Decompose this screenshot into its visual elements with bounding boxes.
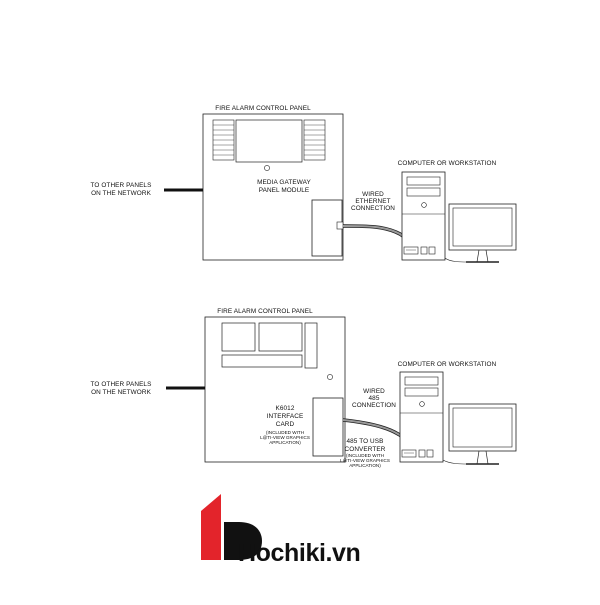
bottom-connection-label-line2: 485: [368, 395, 380, 402]
top-connection-label-line3: CONNECTION: [351, 205, 395, 212]
bottom-network-label-line1: TO OTHER PANELS: [90, 381, 152, 388]
bottom-card-note-line1: (INCLUDED WITH: [265, 430, 305, 435]
bottom-card-label-line3: CARD: [275, 421, 295, 428]
bottom-card-note-line2: L@TI-VIEW GRAPHICS: [260, 435, 310, 440]
bottom-k6012-interface-card: [313, 398, 343, 456]
top-connection-label-line1: WIRED: [362, 191, 384, 198]
bottom-computer-tower: [400, 372, 443, 462]
bottom-diagram: [91, 308, 516, 468]
bottom-card-note-line3: APPLICATION): [269, 440, 301, 445]
bottom-workstation-label: COMPUTER OR WORKSTATION: [397, 361, 497, 368]
hochiki-logo: [201, 494, 360, 567]
bottom-converter-note-line1: (INCLUDED WITH: [345, 453, 385, 458]
bottom-monitor: [449, 404, 516, 464]
top-network-label-line2: ON THE NETWORK: [91, 190, 151, 197]
bottom-converter-label-line2: CONVERTER: [344, 446, 386, 453]
bottom-monitor-cable: [443, 460, 468, 464]
top-module-label-line1: MEDIA GATEWAY: [257, 179, 311, 186]
bottom-card-label-line1: K6012: [275, 405, 295, 412]
top-diagram: [91, 105, 516, 262]
top-network-label-line1: TO OTHER PANELS: [90, 182, 152, 189]
top-ethernet-cable-outline: [343, 226, 409, 252]
top-computer-tower: [402, 172, 445, 260]
bottom-converter-note-line3: APPLICATION): [349, 463, 381, 468]
bottom-converter-label-line1: 485 TO USB: [346, 438, 384, 445]
top-panel-title: FIRE ALARM CONTROL PANEL: [215, 105, 311, 112]
top-module-label-line2: PANEL MODULE: [258, 187, 310, 194]
top-connection-label-line2: ETHERNET: [355, 198, 391, 205]
top-ethernet-cable: [343, 226, 409, 252]
top-workstation-label: COMPUTER OR WORKSTATION: [397, 160, 497, 167]
logo-red-mark: [201, 494, 221, 560]
bottom-network-label-line2: ON THE NETWORK: [91, 389, 151, 396]
top-monitor: [449, 204, 516, 262]
bottom-panel-title: FIRE ALARM CONTROL PANEL: [217, 308, 313, 315]
top-monitor-cable: [445, 258, 468, 262]
bottom-card-label-line2: INTERFACE: [266, 413, 304, 420]
top-ethernet-port: [337, 222, 343, 229]
bottom-connection-label-line3: CONNECTION: [352, 402, 396, 409]
bottom-connection-label-line1: WIRED: [363, 388, 385, 395]
bottom-converter-note-line2: L@TI-VIEW GRAPHICS: [340, 458, 390, 463]
logo-text: Hochiki.vn: [238, 539, 361, 567]
